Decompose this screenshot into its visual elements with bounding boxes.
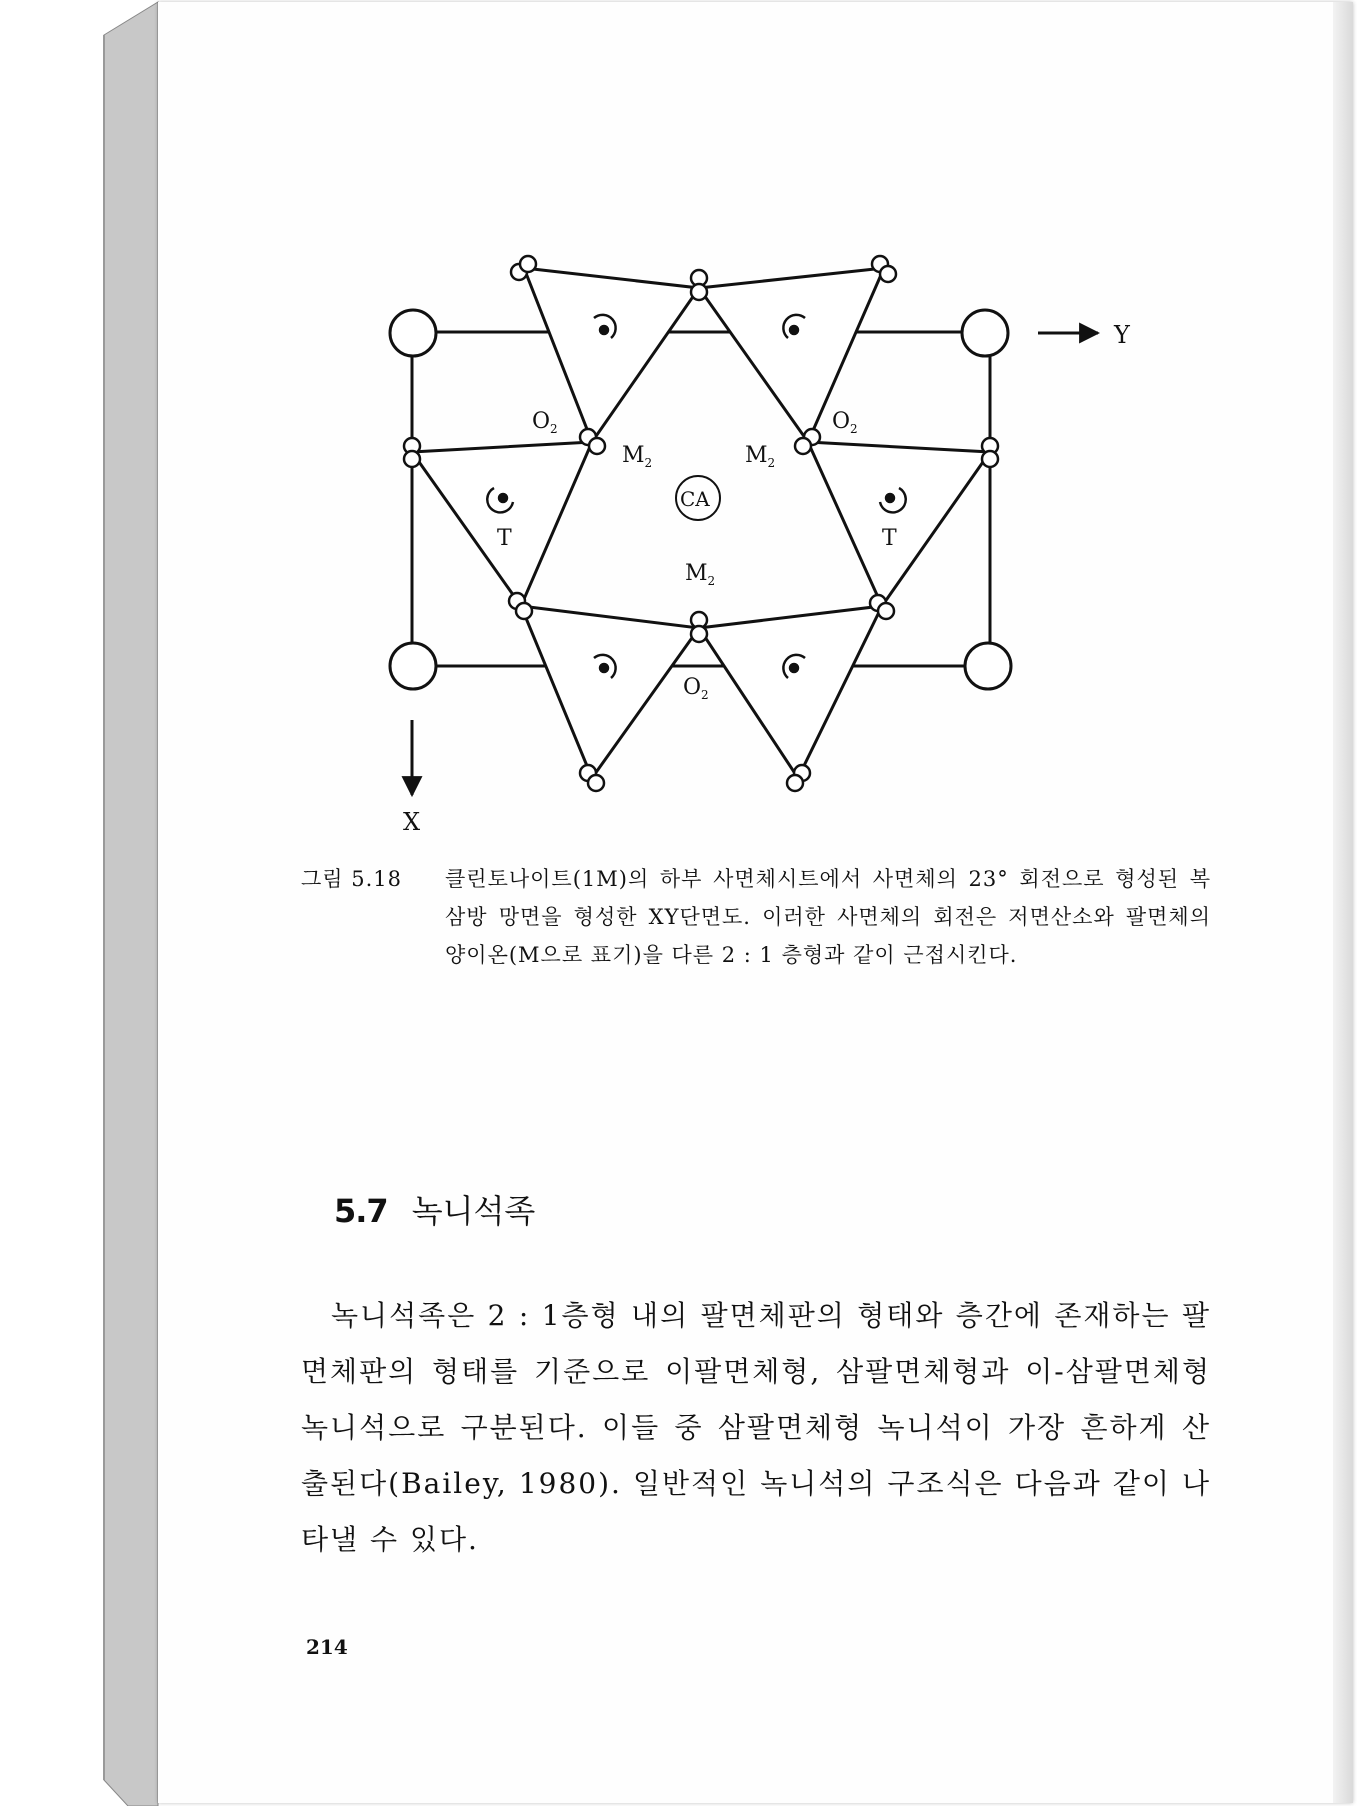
tetrahedron-bottom-left [521,606,699,778]
corner-cation-tl [390,310,436,356]
m2-label-right: $M_2$ [745,443,776,470]
section-title: 녹니석족 [411,1192,536,1230]
page-number: 214 [306,1635,348,1659]
body-paragraph [301,1288,1211,1568]
figure-number: 그림 5.18 [301,867,403,891]
t-label-left: T [497,526,512,551]
o2-label-left: $O_2$ [532,409,558,436]
tetrahedron-right [808,442,990,606]
t-label-right: T [882,526,897,551]
m2-label-left: $M_2$ [622,443,653,470]
o2-label-right: $O_2$ [832,409,858,436]
section-number: 5.7 [334,1192,388,1230]
tetrahedron-left [412,442,592,606]
o2-label-bottom: $O_2$ [683,675,709,702]
x-axis-label: X [403,808,421,836]
body-paragraph-text: 녹니석족은 2 : 1층형 내의 팔면체판의 형태와 층간에 존재하는 팔면체판의 형태를 기준으로 이팔면체형, 삼팔면체형과 이-삼팔면체형 녹니석으로 구분된다. 이들 중 삼팔면체형 녹니석이 가장 흔하게 산출된다(Bailey, 1980). 일반적인 녹니석의 구조식은 다음과 같이 나타낼 수 있다. [301,1299,1211,1556]
corner-cation-tr [962,310,1008,356]
tetrahedron-top-right [699,268,884,442]
m2-label-bottom: $M_2$ [685,561,716,588]
tetrahedron-bottom-right [699,606,882,778]
figure-caption [301,860,1211,974]
ca-label: CA [680,487,710,511]
corner-cation-br [965,643,1011,689]
tetrahedron-top-left [524,268,699,442]
section-heading [334,1186,535,1232]
corner-cation-bl [390,643,436,689]
y-axis-label: Y [1114,321,1130,349]
figure-caption-text: 클린토나이트(1M)의 하부 사면체시트에서 사면체의 23° 회전으로 형성된 복삼방 망면을 형성한 XY단면도. 이러한 사면체의 회전은 저면산소와 팔면체의 양이온(M으로 표기)을 다른 2 : 1 층형과 같이 근접시킨다. [445,867,1211,967]
crystal-structure-figure [0,0,1357,860]
